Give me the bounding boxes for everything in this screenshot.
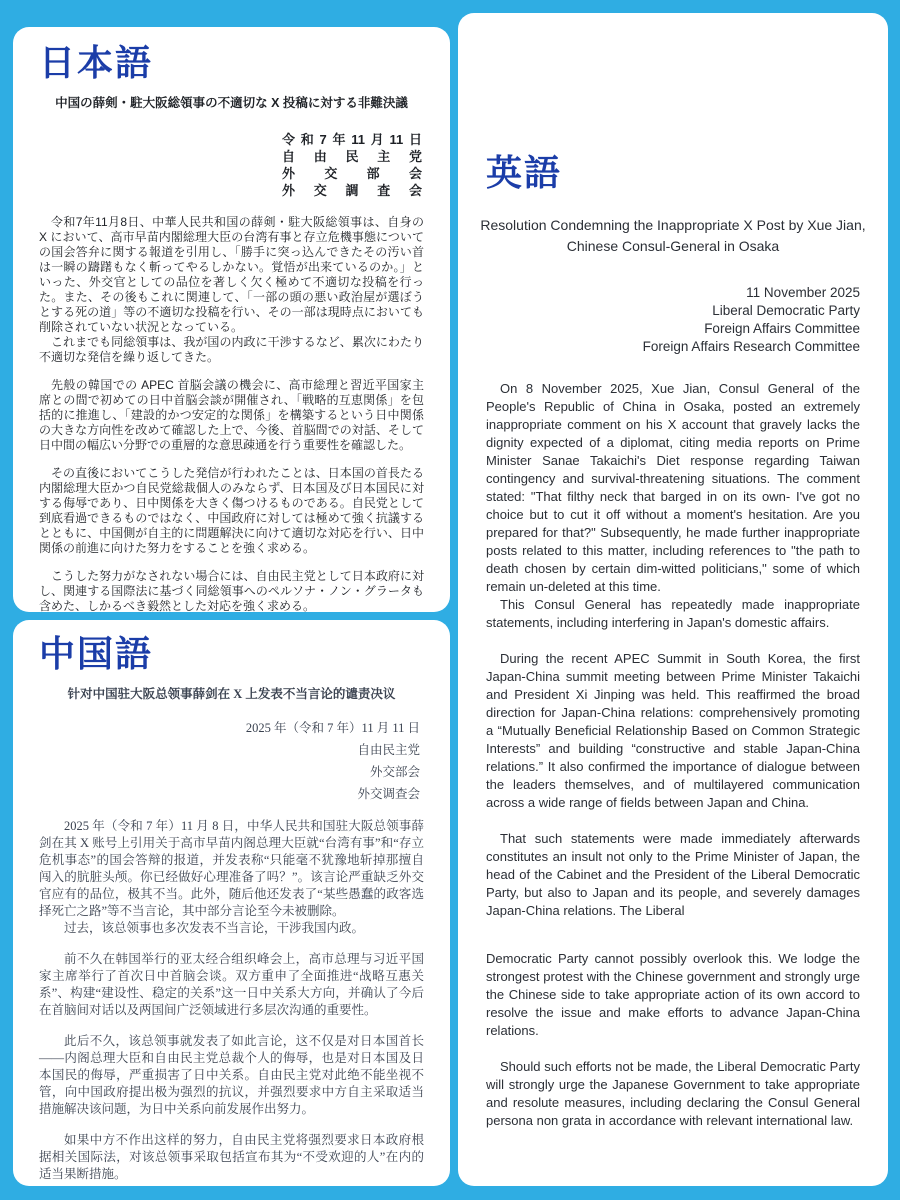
japanese-lang-heading: 日本語 — [39, 42, 154, 83]
english-paragraph: That such statements were made immediately afterwards constitutes an insult not only to the Prime Minister of Japan, the head of the Cabinet and the President of the Liberal Democratic Party, but also to Japan and its people, and severely damages Japan-China relations. The Liberal — [486, 830, 860, 918]
japanese-document-panel — [13, 27, 450, 612]
chinese-paragraph: 过去，该总领事也多次发表不当言论，干涉我国内政。 — [64, 920, 365, 935]
chinese-org-line: 自由民主党 — [357, 742, 420, 757]
english-paragraph: On 8 November 2025, Xue Jian, Consul General of the People's Republic of China in Osaka, posted an extremely inappropriate comment on his X account that gravely lacks the dignity expected of a diplomat, citing media reports on Prime Minister Sanae Takaichi's Diet response regarding Taiwan contingency and survival-threatening situations. The comment stated: "That filthy neck that barged in on its own- I've got no choice but to cut it off without a moment's hesitation. Are you prepared for that?" Subsequently, he made further inappropriate posts related to this matter, including references to "the path to death chosen by certain dim-witted politicians," some of which remain un-deleted at this time. — [486, 380, 860, 594]
english-doc-title-line: Chinese Consul-General in Osaka — [566, 238, 780, 255]
english-org-line: Foreign Affairs Committee — [704, 320, 860, 336]
japanese-paragraph: その直後においてこうした発信が行われたことは、日本国の首長たる内閣総理大臣かつ自民党総裁個人のみならず、日本国及び日本国民に対する侮辱であり、日中関係を大きく傷つけるものである。自民党として到底看過できるものではなく、中国政府に対しては極めて強く抗議するとともに、中国側が自主的に問題解決に向けて適切な対応を行い、日中関係の前進に向けた努力をすることを強く求める。 — [39, 465, 424, 555]
japanese-doc-title: 中国の薛剣・駐大阪総領事の不適切な X 投稿に対する非難決議 — [55, 95, 408, 110]
japanese-org-line: 外交部会 — [282, 165, 422, 181]
japanese-paragraph: 令和7年11月8日、中華人民共和国の薛剣・駐大阪総領事は、自身の X において、高市早苗内閣総理大臣の台湾有事と存立危機事態についての国会答弁に関する報道を引用し、「勝手に突っ込んできたその汚い首は一瞬の躊躇もなく斬ってやるしかない。覚悟が出来ているのか。」といった、外交官としての品位を著しく欠く極めて不適切な投稿を行った。また、その後もこれに関連して、「一部の頭の悪い政治屋が選ぼうとする死の道」等の不適切な投稿を行い、その一部は現時点においても削除されていない状況となっている。 — [39, 214, 424, 334]
chinese-doc-title: 针对中国驻大阪总领事薛剑在 X 上发表不当言论的谴责决议 — [67, 686, 396, 701]
chinese-org-line: 外交部会 — [369, 764, 420, 779]
english-paragraph: Should such efforts not be made, the Liberal Democratic Party will strongly urge the Japanese Government to take appropriate and resolute measures, including declaring the Consul General persona non grata in accordance with relevant international law. — [486, 1058, 860, 1128]
english-doc-title-line: Resolution Condemning the Inappropriate X Post by Xue Jian, — [480, 216, 866, 233]
chinese-paragraph: 2025 年（令和 7 年）11 月 8 日，中华人民共和国驻大阪总领事薛剑在其 X 账号上引用关于高市早苗内阁总理大臣就“台湾有事”和“存立危机事态”的国会答辩的报道，并发表称“只能毫不犹豫地斩掉那擅自闯入的肮脏头颅。你已经做好心理准备了吗？”。该言论严重缺乏外交官应有的品位，极其不当。此外，随后他还发表了“某些愚蠢的政客选择死亡之路”等不当言论，其中部分言论至今未被删除。 — [39, 818, 424, 918]
japanese-date: 令和7年11月11日 — [282, 131, 422, 147]
chinese-lang-heading: 中国語 — [39, 633, 154, 674]
english-paragraph: This Consul General has repeatedly made inappropriate statements, including interfering in Japan's domestic affairs. — [486, 596, 860, 630]
chinese-date-block — [13, 718, 420, 804]
chinese-paragraph: 如果中方不作出这样的努力，自由民主党将强烈要求日本政府根据相关国际法，对该总领事采取包括宣布其为“不受欢迎的人”在内的适当果断措施。 — [39, 1132, 424, 1181]
chinese-body — [39, 818, 424, 1183]
english-paragraph: During the recent APEC Summit in South Korea, the first Japan-China summit meeting between Prime Minister Takaichi and President Xi Jinping was held. This reaffirmed the broad direction for Japan-China relations: comprehensively promoting a “Mutually Beneficial Relationship Based on Common Strategic Interests” and building “constructive and stable Japan-China relations.” It also confirmed the importance of dialogue between the leaders themselves, and of multilayered communication across a wide range of fields between Japan and China. — [486, 650, 860, 810]
english-doc-title — [458, 215, 888, 258]
chinese-paragraph: 此后不久，该总领事就发表了如此言论，这不仅是对日本国首长——内阁总理大臣和自由民主党总裁个人的侮辱，也是对日本国及日本国民的侮辱，严重损害了日中关系。自由民主党对此绝不能坐视不管，向中国政府提出极为强烈的抗议，并强烈要求中方自主采取适当措施解决该问题，为日中关系向前发展作出努力。 — [39, 1033, 424, 1116]
japanese-org-line: 外交調査会 — [282, 182, 422, 198]
english-org-line: Foreign Affairs Research Committee — [642, 338, 860, 354]
english-date: 11 November 2025 — [746, 284, 860, 300]
chinese-paragraph: 前不久在韩国举行的亚太经合组织峰会上，高市总理与习近平国家主席举行了首次日中首脑会谈。双方重申了全面推进“战略互惠关系”、构建“建设性、稳定的关系”这一日中关系大方向，并确认了今后在首脑间对话以及两国间广泛领域进行多层次沟通的重要性。 — [39, 951, 424, 1017]
english-org-line: Liberal Democratic Party — [712, 302, 860, 318]
chinese-date: 2025 年（令和 7 年）11 月 11 日 — [245, 720, 420, 735]
japanese-paragraph: これまでも同総領事は、我が国の内政に干渉するなど、累次にわたり不適切な発信を繰り返してきた。 — [39, 334, 424, 364]
japanese-paragraph: こうした努力がなされない場合には、自由民主党として日本政府に対し、関連する国際法に基づく同総領事へのペルソナ・ノン・グラータも含めた、しかるべき毅然とした対応を強く求める。 — [39, 568, 424, 612]
english-document-panel — [458, 13, 888, 1186]
chinese-org-line: 外交调查会 — [357, 786, 420, 801]
japanese-date-block — [282, 131, 422, 199]
japanese-org-line: 自由民主党 — [282, 148, 422, 164]
english-paragraph: Democratic Party cannot possibly overlook this. We lodge the strongest protest with the Chinese government and strongly urge the Chinese side to take appropriate action of its own accord to resolve the issue and make efforts to advance Japan-China relations. — [486, 950, 860, 1038]
english-lang-heading: 英語 — [486, 152, 563, 193]
chinese-document-panel — [13, 620, 450, 1186]
japanese-paragraph: 先般の韓国での APEC 首脳会議の機会に、高市総理と習近平国家主席との間で初めての日中首脳会談が開催され、「戦略的互恵関係」を包括的に推進し、「建設的かつ安定的な関係」を構築するという日中関係の大きな方向性を改めて確認した上で、今後、首脳間での対話、そして日中間の幅広い分野での重層的な意思疎通を行う重要性を確認した。 — [39, 377, 424, 452]
english-body — [486, 380, 860, 1130]
japanese-body — [39, 215, 424, 612]
english-date-block — [458, 284, 860, 356]
